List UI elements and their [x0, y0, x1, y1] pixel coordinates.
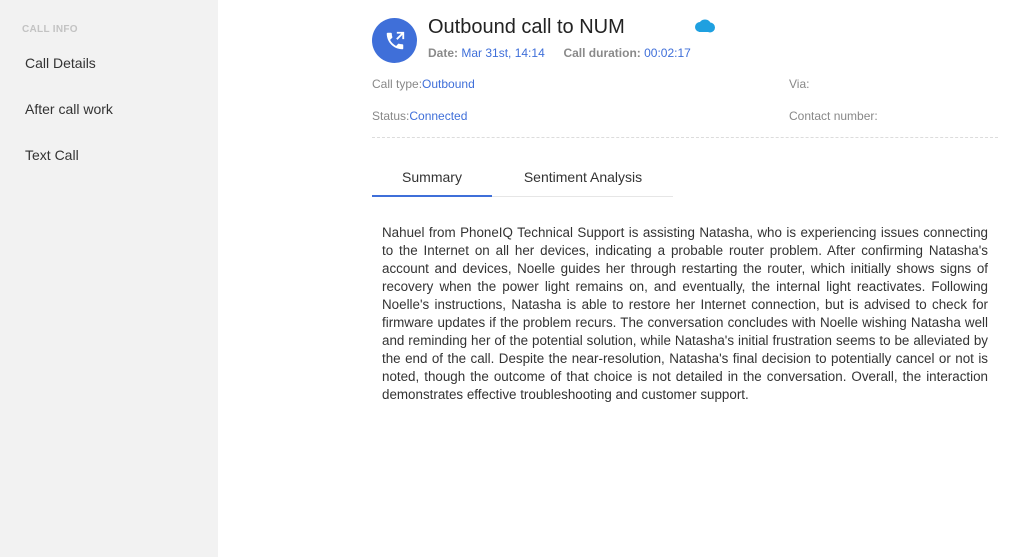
- sidebar-heading: CALL INFO: [22, 24, 78, 35]
- main-panel: [218, 0, 1036, 557]
- duration-label: Call duration:: [563, 46, 641, 60]
- date-value: Mar 31st, 14:14: [461, 46, 545, 60]
- via-label: Via:: [789, 77, 810, 91]
- sidebar-item-text-call[interactable]: Text Call: [25, 147, 79, 163]
- call-type-label: Call type:: [372, 77, 423, 91]
- tab-summary[interactable]: Summary: [372, 158, 492, 197]
- call-type-field: [372, 77, 475, 91]
- summary-text: Nahuel from PhoneIQ Technical Support is assisting Natasha, who is experiencing issues connecting to the Internet on all her devices, indicating a probable router problem. After confirming Natasha's account and devices, Noelle guides her through restarting the router, which initially shows signs of recovery when the power light remains on, and eventually, the internal light reactivates. Following Noelle's instructions, Natasha is able to restore her Internet connection, but is advised to check for firmware updates if the problem recurs. The conversation concludes with Noelle wishing Natasha well and reminding her of the potential solution, while Natasha's initial frustration seems to be alleviated by the end of the call. Despite the near-resolution, Natasha's final decision to potentially cancel or not is noted, though the outcome of that choice is not detailed in the conversation. Overall, the interaction demonstrates effective troubleshooting and customer support.: [382, 225, 988, 402]
- duration-value: 00:02:17: [644, 46, 691, 60]
- divider: [372, 137, 998, 138]
- status-label: Status:: [372, 109, 410, 123]
- tab-sentiment-analysis[interactable]: Sentiment Analysis: [523, 169, 643, 185]
- contact-number-label: Contact number:: [789, 109, 878, 123]
- call-title: Outbound call to NUM: [428, 16, 625, 38]
- status-value: Connected: [409, 109, 468, 123]
- tab-bar: [372, 158, 673, 197]
- sidebar: [0, 0, 218, 557]
- contact-number-field: [789, 109, 878, 123]
- outbound-call-icon: [372, 18, 417, 63]
- call-meta: [428, 46, 691, 60]
- sidebar-item-after-call-work[interactable]: After call work: [25, 101, 113, 117]
- via-field: [789, 77, 809, 91]
- sidebar-item-call-details[interactable]: Call Details: [25, 55, 96, 71]
- salesforce-cloud-icon[interactable]: [694, 19, 716, 39]
- call-type-value: Outbound: [422, 77, 475, 91]
- date-label: Date:: [428, 46, 459, 60]
- status-field: [372, 109, 467, 123]
